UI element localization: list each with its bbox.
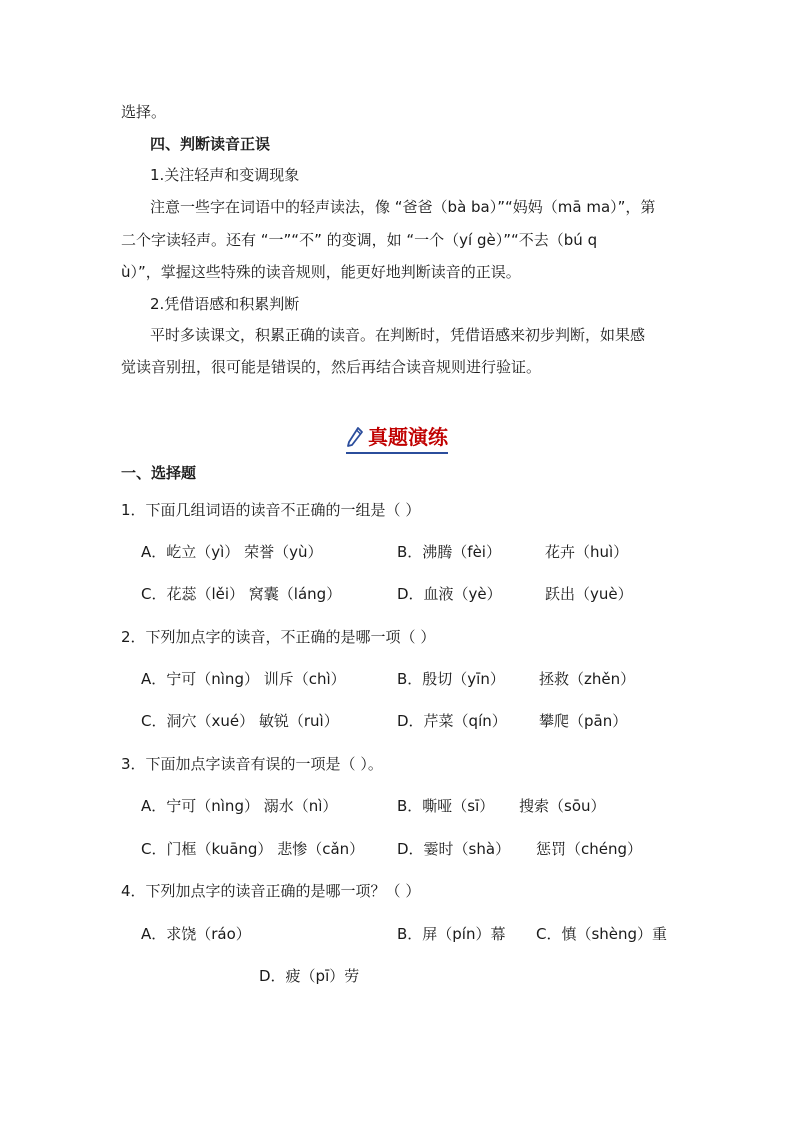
answer-option-d[interactable]: D．霎时（shà） <box>397 840 511 858</box>
answer-option-b[interactable]: B．屏（pín）幕 <box>397 925 506 943</box>
answer-option-d-second: 跃出（yuè） <box>545 585 633 603</box>
answer-option-d[interactable]: D．疲（pī）劳 <box>259 967 360 985</box>
answer-option-d[interactable]: D．芹菜（qín） <box>397 712 507 730</box>
paragraph-line: 觉读音别扭，很可能是错误的，然后再结合读音规则进行验证。 <box>121 358 542 376</box>
answer-option-d-second: 攀爬（pān） <box>539 712 628 730</box>
practice-title-text: 真题演练 <box>368 425 448 449</box>
answer-option-b[interactable]: B．殷切（yīn） <box>397 670 505 688</box>
answer-option-b[interactable]: B．沸腾（fèi） <box>397 543 501 561</box>
paragraph-line: 注意一些字在词语中的轻声读法，像 “爸爸（bà ba）”“妈妈（mā ma）”，第 <box>150 198 656 216</box>
answer-option-b-second: 花卉（huì） <box>545 543 629 561</box>
paragraph-line: 平时多读课文，积累正确的读音。在判断时，凭借语感来初步判断，如果感 <box>150 326 646 344</box>
section-heading-choice: 一、选择题 <box>121 464 197 482</box>
answer-option-a[interactable]: A．宁可（nìng） 溺水（nì） <box>141 797 338 815</box>
point-title: 1.关注轻声和变调现象 <box>150 166 300 184</box>
question-stem: 3．下面加点字读音有误的一项是（ ）。 <box>121 755 383 773</box>
section-heading-judge: 四、判断读音正误 <box>150 135 271 153</box>
paragraph-line: 二个字读轻声。还有 “一”“不” 的变调，如 “一个（yí gè）”“不去（bú q <box>121 231 598 249</box>
point-title: 2.凭借语感和积累判断 <box>150 295 300 313</box>
answer-option-b-second: 拯救（zhěn） <box>539 670 636 688</box>
answer-option-c[interactable]: C．门框（kuāng） 悲惨（cǎn） <box>141 840 365 858</box>
answer-option-c[interactable]: C．花蕊（lěi） 窝囊（láng） <box>141 585 342 603</box>
answer-option-c[interactable]: C．洞穴（xué） 敏锐（ruì） <box>141 712 339 730</box>
answer-option-b-second: 搜索（sōu） <box>519 797 606 815</box>
paragraph-line: ù）”，掌握这些特殊的读音规则，能更好地判断读音的正误。 <box>121 263 521 281</box>
answer-option-c[interactable]: C．慎（shèng）重 <box>536 925 668 943</box>
answer-option-a[interactable]: A．宁可（nìng） 训斥（chì） <box>141 670 346 688</box>
question-stem: 1．下面几组词语的读音不正确的一组是（ ） <box>121 501 421 519</box>
practice-title <box>0 423 794 454</box>
guide-line: 选择。 <box>121 103 167 121</box>
pencil-icon <box>346 426 364 448</box>
answer-option-d[interactable]: D．血液（yè） <box>397 585 502 603</box>
answer-option-b[interactable]: B．嘶哑（sī） <box>397 797 495 815</box>
question-stem: 2．下列加点字的读音，不正确的是哪一项（ ） <box>121 628 436 646</box>
answer-option-a[interactable]: A．屹立（yì） 荣誉（yù） <box>141 543 323 561</box>
answer-option-d-second: 惩罚（chéng） <box>536 840 643 858</box>
question-stem: 4．下列加点字的读音正确的是哪一项？（ ） <box>121 882 421 900</box>
answer-option-a[interactable]: A．求饶（ráo） <box>141 925 251 943</box>
